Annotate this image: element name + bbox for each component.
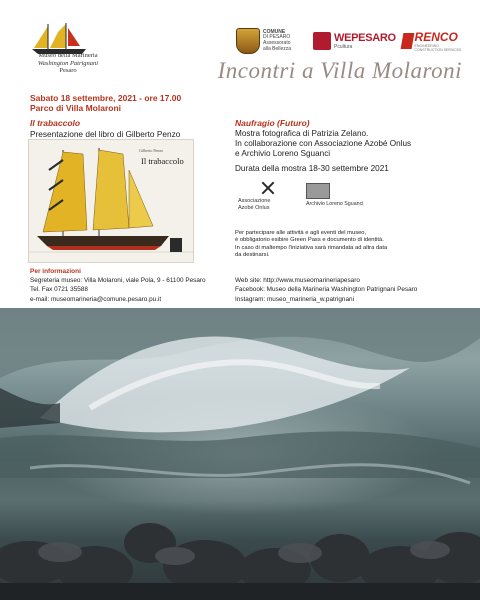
azobe-logo (238, 180, 298, 215)
comune-logo (236, 28, 307, 54)
renco-name: RENCO (414, 30, 458, 44)
notice-line: da destinarsi. (235, 252, 270, 259)
social-contacts (235, 276, 417, 304)
museum-name-line: Museo della Marineria (38, 52, 98, 59)
book-cover-image (28, 139, 194, 263)
museum-name-line: Washington Patrignani (37, 59, 99, 67)
renco-mark-icon (400, 33, 414, 49)
wepesaro-mark-icon (313, 32, 331, 50)
stormy-sea-photo (0, 308, 480, 600)
info-email[interactable]: e-mail: museomarineria@comune.pesaro.pu.it (30, 295, 162, 303)
info-heading: Per informazioni (30, 268, 81, 275)
info-address: Segreteria museo: Villa Molaroni, viale Pola, 9 - 61100 Pesaro (30, 277, 206, 284)
renco-sub: ENGINEERING CONSTRUCTION SERVICES (414, 44, 462, 52)
cover-title: Il trabaccolo (141, 156, 184, 166)
website-link[interactable]: Web site: http://www.museomarineriapesaro (235, 277, 360, 284)
sguanci-mark-icon (306, 183, 330, 199)
notice-line: Per partecipare alle attività e agli eventi del museo, (235, 230, 367, 236)
crest-icon (236, 28, 260, 54)
event-date (30, 93, 181, 113)
cover-author: Gilberto Penzo (139, 148, 164, 153)
wepesaro-name: WEPESARO (334, 31, 396, 44)
comune-line: Assessorato (263, 40, 291, 46)
azobe-label-line: Azobé Onlus (238, 204, 270, 211)
event-date-line: Sabato 18 settembre, 2021 - ore 17.00 (30, 93, 182, 103)
notice-line: è obbligatorio esibire Green Pass e documento di identità. (235, 237, 384, 244)
exhibit-line: Mostra fotografica di Patrizia Zelano. (235, 129, 369, 138)
wepesaro-logo (313, 32, 396, 50)
facebook-link[interactable]: Facebook: Museo della Marineria Washington Patrignani Pesaro (235, 286, 418, 294)
comune-line: COMUNE (263, 28, 286, 35)
info-contacts (30, 276, 206, 304)
sguanci-logo (306, 183, 370, 213)
renco-logo (402, 30, 463, 52)
wave-illustration (0, 308, 480, 600)
covid-notice (235, 230, 387, 260)
exhibit-line: In collaborazione con Associazione Azobé Onlus (235, 138, 412, 148)
wepesaro-sub: Pcultura (334, 43, 353, 50)
sailboat-logo-icon (28, 22, 108, 56)
info-phone: Tel. Fax 0721 35588 (30, 286, 88, 294)
event-title: Incontri a Villa Molaroni (217, 58, 462, 83)
comune-line: DI PESARO (263, 34, 291, 41)
book-title: Il trabaccolo (30, 118, 81, 128)
comune-line: alla Bellezza (263, 45, 292, 52)
museum-name-line: Pesaro (59, 67, 77, 74)
event-venue-line: Parco di Villa Molaroni (30, 103, 122, 113)
publisher-emblem-icon (170, 238, 182, 252)
museum-name (20, 52, 116, 75)
instagram-link[interactable]: Instagram: museo_marineria_w.patrignani (235, 295, 354, 303)
partner-logos (236, 26, 462, 56)
exhibit-line: e Archivio Loreno Sguanci (235, 148, 331, 158)
exhibit-dates: Durata della mostra 18-30 settembre 2021 (235, 164, 389, 173)
book-description: Presentazione del libro di Gilberto Penzo (30, 129, 181, 139)
exhibit-title: Naufragio (Futuro) (235, 118, 310, 128)
sguanci-label: Archivio Loreno Sguanci (306, 201, 364, 207)
azobe-mark-icon (261, 181, 275, 195)
exhibit-description (235, 129, 411, 158)
notice-line: In caso di maltempo l'iniziativa sarà rimandata ad altra data (235, 244, 388, 251)
azobe-label-line: Associazione (238, 198, 271, 204)
